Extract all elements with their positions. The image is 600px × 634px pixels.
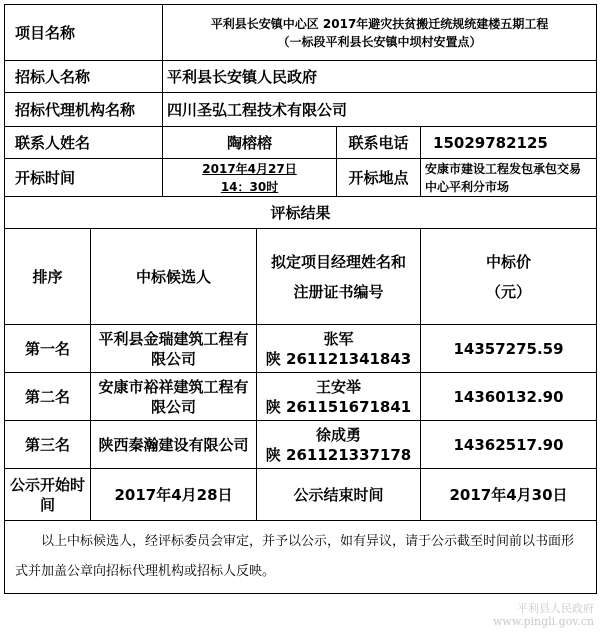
project-name-line2: （一标段平利县长安镇中坝村安置点） <box>277 34 482 49</box>
opening-time <box>163 159 337 197</box>
contact-label: 联系人姓名 <box>5 127 163 159</box>
notice-text: 以上中标候选人，经评标委员会审定，并予以公示，如有异议，请于公示截至时间前以书面形式并加盖公章向招标代理机构或招标人反映。 <box>5 521 597 594</box>
price-cell: 14362517.90 <box>421 421 597 469</box>
header-manager-line2: 注册证书编号 <box>293 282 384 301</box>
tender-result-table <box>4 4 597 594</box>
header-manager-line1: 拟定项目经理姓名和 <box>271 252 407 271</box>
company-cell: 安康市裕祥建筑工程有限公司 <box>91 373 257 421</box>
rank-cell: 第一名 <box>5 325 91 373</box>
manager-cell <box>257 421 421 469</box>
tenderer-row <box>5 61 597 93</box>
header-rank: 排序 <box>5 229 91 325</box>
results-title: 评标结果 <box>5 197 597 229</box>
header-price-line2: （元） <box>486 282 532 301</box>
contact-row <box>5 127 597 159</box>
manager-cell <box>257 373 421 421</box>
results-header-row <box>5 229 597 325</box>
opening-date: 2017年4月27日 <box>202 161 297 176</box>
phone-value: 15029782125 <box>421 127 597 159</box>
watermark-line2: www.pingli.gov.cn <box>493 615 594 628</box>
project-row <box>5 5 597 61</box>
tenderer-value: 平利县长安镇人民政府 <box>163 61 597 93</box>
rank-cell: 第二名 <box>5 373 91 421</box>
watermark-line1: 平利县人民政府 <box>517 602 594 615</box>
publicity-start-date: 2017年4月28日 <box>91 469 257 521</box>
table-row <box>5 325 597 373</box>
opening-row <box>5 159 597 197</box>
opening-place: 安康市建设工程发包承包交易中心平利分市场 <box>421 159 597 197</box>
table-row <box>5 373 597 421</box>
phone-label: 联系电话 <box>337 127 421 159</box>
manager-name: 徐成勇 <box>316 425 362 444</box>
contact-name: 陶榕榕 <box>163 127 337 159</box>
header-price <box>421 229 597 325</box>
tenderer-label: 招标人名称 <box>5 61 163 93</box>
manager-name: 张军 <box>323 329 354 348</box>
opening-time-label: 开标时间 <box>5 159 163 197</box>
header-manager <box>257 229 421 325</box>
opening-hour: 14：30时 <box>220 179 279 194</box>
notice-row <box>5 521 597 594</box>
header-candidate: 中标候选人 <box>91 229 257 325</box>
manager-cell <box>257 325 421 373</box>
company-cell: 陕西秦瀚建设有限公司 <box>91 421 257 469</box>
project-name-line1: 平利县长安镇中心区 2017年避灾扶贫搬迁统规统建楼五期工程 <box>210 16 549 31</box>
price-cell: 14360132.90 <box>421 373 597 421</box>
publicity-end-date: 2017年4月30日 <box>421 469 597 521</box>
header-price-line1: 中标价 <box>486 252 532 271</box>
publicity-start-label: 公示开始时间 <box>5 469 91 521</box>
manager-cert: 陕 261151671841 <box>265 397 412 416</box>
agency-value: 四川圣弘工程技术有限公司 <box>163 93 597 127</box>
manager-cert: 陕 261121341843 <box>265 349 412 368</box>
results-title-row <box>5 197 597 229</box>
agency-label: 招标代理机构名称 <box>5 93 163 127</box>
manager-name: 王安举 <box>316 377 362 396</box>
rank-cell: 第三名 <box>5 421 91 469</box>
table-row <box>5 421 597 469</box>
agency-row <box>5 93 597 127</box>
project-name <box>163 5 597 61</box>
publicity-end-label: 公示结束时间 <box>257 469 421 521</box>
project-label: 项目名称 <box>5 5 163 61</box>
watermark <box>493 602 594 628</box>
publicity-row <box>5 469 597 521</box>
company-cell: 平利县金瑞建筑工程有限公司 <box>91 325 257 373</box>
manager-cert: 陕 261121337178 <box>265 445 412 464</box>
opening-place-label: 开标地点 <box>337 159 421 197</box>
price-cell: 14357275.59 <box>421 325 597 373</box>
